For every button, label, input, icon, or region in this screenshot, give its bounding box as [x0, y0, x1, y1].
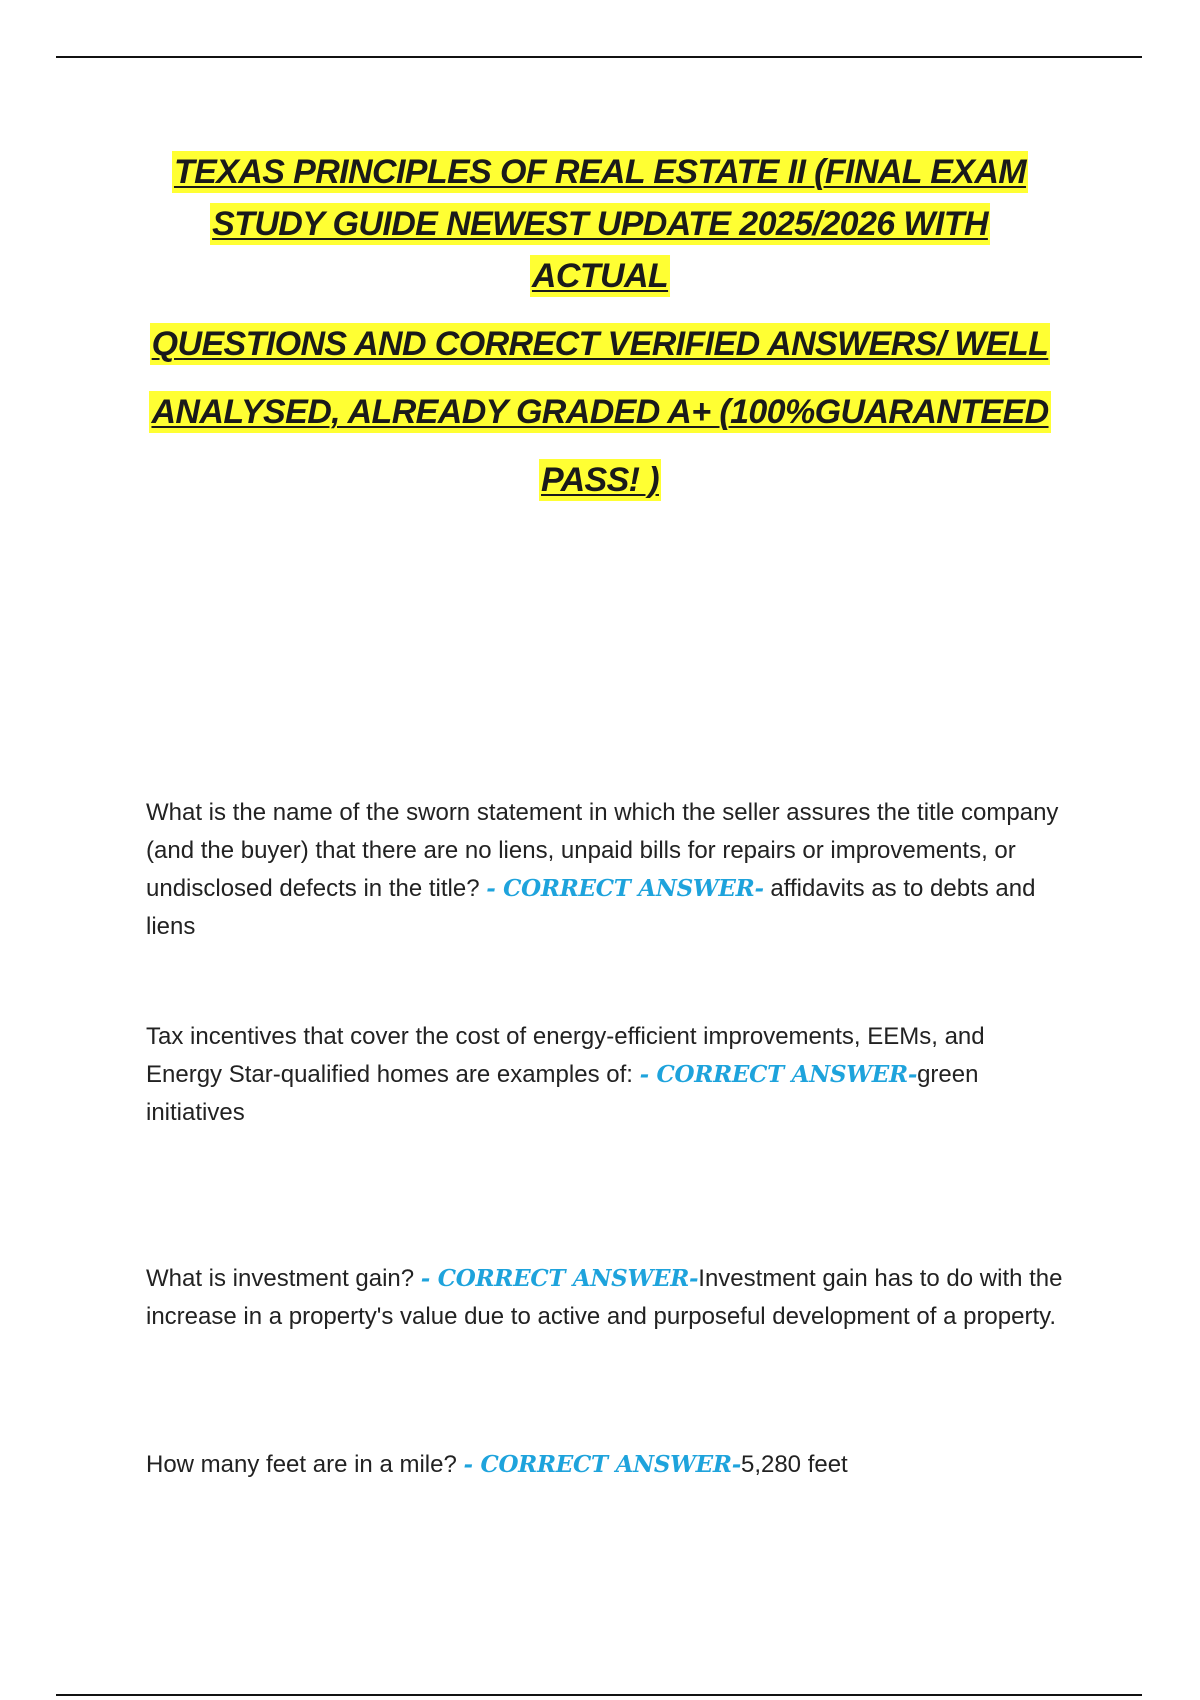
correct-answer-tag: - CORRECT ANSWER- — [463, 1451, 741, 1478]
qa-item — [146, 794, 1066, 946]
qa-item — [146, 1260, 1066, 1336]
correct-answer-tag: - CORRECT ANSWER- — [486, 875, 764, 902]
question-text: What is the name of the sworn statement in which the seller assures the title company (and the buyer) that there are no liens, unpaid bills for repairs or improvements, or undisclosed defects in the title? — [146, 799, 1059, 902]
correct-answer-tag: - CORRECT ANSWER- — [420, 1265, 699, 1292]
answer-text: 5,280 feet — [740, 1451, 848, 1478]
title-line: STUDY GUIDE NEWEST UPDATE 2025/2026 WITH — [212, 205, 988, 243]
bottom-rule — [56, 1694, 1142, 1696]
question-text: Tax incentives that cover the cost of energy-efficient improvements, EEMs, and Energy Star-qualified homes are examples of: — [146, 1023, 985, 1088]
title-line: TEXAS PRINCIPLES OF REAL ESTATE II (FINAL EXAM — [173, 153, 1027, 191]
title-line: ANALYSED, ALREADY GRADED A+ (100%GUARANTEED — [151, 393, 1049, 431]
qa-item — [146, 1446, 1066, 1484]
question-text: How many feet are in a mile? — [146, 1451, 457, 1478]
answer-text: green initiatives — [146, 1061, 979, 1126]
title-line: QUESTIONS AND CORRECT VERIFIED ANSWERS/ WELL — [151, 325, 1049, 363]
answer-text: Investment gain has to do with the increase in a property's value due to active and purposeful development of a property. — [146, 1265, 1063, 1330]
qa-item — [146, 1018, 1066, 1132]
title-line: PASS! ) — [541, 461, 659, 499]
title-line: ACTUAL — [531, 257, 669, 295]
document-title — [100, 146, 1100, 514]
top-rule — [56, 56, 1142, 58]
answer-text: affidavits as to debts and liens — [146, 875, 1036, 940]
question-text: What is investment gain? — [146, 1265, 415, 1292]
correct-answer-tag: - CORRECT ANSWER- — [639, 1061, 918, 1088]
